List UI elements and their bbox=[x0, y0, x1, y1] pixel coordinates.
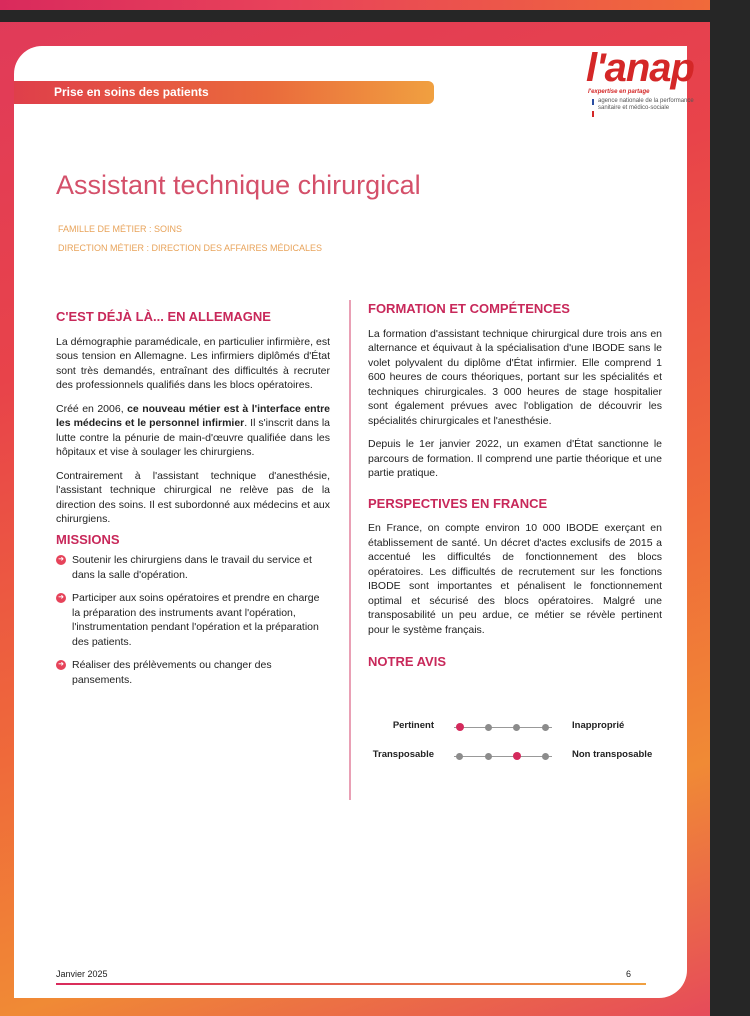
scale-left-label: Transposable bbox=[372, 749, 434, 760]
category-banner: Prise en soins des patients bbox=[14, 81, 434, 104]
arrow-bullet-icon: ➜ bbox=[56, 593, 66, 603]
logo-tagline: l'expertise en partage bbox=[588, 89, 650, 95]
column-divider bbox=[349, 300, 351, 800]
paragraph: En France, on compte environ 10 000 IBODE exerçant en établissement de santé. Un décret d'actes exclusifs de 2015 a accentué les difficultés de fonctionnement des blocs opératoires. Les difficultés de recrutement sur les fonctions IBODE sont importantes et pénalisent le fonctionnement optimal et sécurisé des blocs opératoires. Malgré une transposabilité un peu ardue, ce métier se révèle pertinent pour le système français. bbox=[368, 522, 662, 636]
left-column bbox=[56, 310, 330, 696]
scale-left-label: Pertinent bbox=[392, 720, 434, 731]
scale-dot bbox=[542, 753, 549, 760]
section-heading-formation: FORMATION ET COMPÉTENCES bbox=[368, 301, 570, 316]
paragraph: La formation d'assistant technique chirurgical dure trois ans en alternance et équivaut à la spécialisation d'une IBODE sans le volet polyvalent du diplôme d'État infirmier. Elle comprend 1 600 heures de cours théoriques, portant sur les spécialités et techniques chirurgicales. 3 000 heures de stage hospitalier sont également prévues avec l'obligation de découvrir les spécialités chirurgicales et l'anesthésie. bbox=[368, 327, 662, 427]
rating-scale-row bbox=[360, 720, 670, 736]
paragraph: Contrairement à l'assistant technique d'anesthésie, l'assistant technique chirurgical ne relève pas de la direction des soins. Il est subordonné aux médecins et aux chirurgiens. bbox=[56, 469, 330, 525]
section-heading-allemagne: C'EST DÉJÀ LÀ... EN ALLEMAGNE bbox=[56, 309, 271, 324]
top-band bbox=[0, 0, 750, 22]
missions-list bbox=[56, 553, 330, 687]
anap-logo bbox=[570, 46, 705, 126]
scale-dot bbox=[485, 724, 492, 731]
list-item: ➜ Soutenir les chirurgiens dans le travail du service et dans la salle d'opération. bbox=[56, 553, 330, 582]
list-item: ➜ Participer aux soins opératoires et prendre en charge la préparation des instruments avant l'opération, l'instrumentation pendant l'opération et la préparation des patients. bbox=[56, 591, 330, 649]
scale-right-label: Non transposable bbox=[572, 749, 653, 760]
scale-dot-selected bbox=[513, 752, 521, 760]
section-heading-perspectives: PERSPECTIVES EN FRANCE bbox=[368, 495, 548, 511]
logo-subtitle: agence nationale de la performance sanitaire et médico-sociale bbox=[598, 98, 694, 111]
scale-track bbox=[454, 756, 552, 757]
arrow-bullet-icon: ➜ bbox=[56, 660, 66, 670]
french-flag-icon bbox=[592, 99, 594, 117]
logo-wordmark: l'anap bbox=[586, 46, 694, 90]
scale-right-label: Inapproprié bbox=[572, 720, 625, 731]
scale-track bbox=[454, 727, 552, 728]
arrow-bullet-icon: ➜ bbox=[56, 555, 66, 565]
footer-date: Janvier 2025 bbox=[56, 969, 108, 979]
right-column bbox=[368, 302, 662, 680]
section-heading-missions: MISSIONS bbox=[56, 531, 120, 547]
meta-famille: FAMILLE DE MÉTIER : SOINS bbox=[58, 224, 183, 234]
paragraph: Depuis le 1er janvier 2022, un examen d'État sanctionne le parcours de formation. Il comprend une partie théorique et une partie pratique. bbox=[368, 438, 662, 479]
scale-dot bbox=[542, 724, 549, 731]
section-heading-avis: NOTRE AVIS bbox=[368, 654, 447, 669]
rating-scale-row bbox=[360, 749, 670, 765]
paragraph: La démographie paramédicale, en particulier infirmière, est sous tension en Allemagne. Les infirmiers diplômés d'État sont très demandés, entraînant des difficultés à recruter des professionnels qualifiés dans les blocs opératoires. bbox=[56, 335, 330, 391]
scale-dot-selected bbox=[456, 723, 464, 731]
footer-rule bbox=[56, 983, 646, 985]
paragraph: Créé en 2006, ce nouveau métier est à l'interface entre les médecins et le personnel infirmier. Il s'inscrit dans la lutte contre la pénurie de main-d'œuvre qualifiée dans les hôpitaux et vise à soulager les chirurgiens. bbox=[56, 402, 331, 458]
list-item: ➜ Réaliser des prélèvements ou changer des pansements. bbox=[56, 658, 330, 687]
footer-page-number: 6 bbox=[626, 969, 632, 979]
scale-dot bbox=[485, 753, 492, 760]
scale-dot bbox=[456, 753, 463, 760]
scale-dot bbox=[513, 724, 520, 731]
meta-direction: DIRECTION MÉTIER : DIRECTION DES AFFAIRES MÉDICALES bbox=[58, 243, 323, 253]
page-title: Assistant technique chirurgical bbox=[56, 170, 421, 200]
